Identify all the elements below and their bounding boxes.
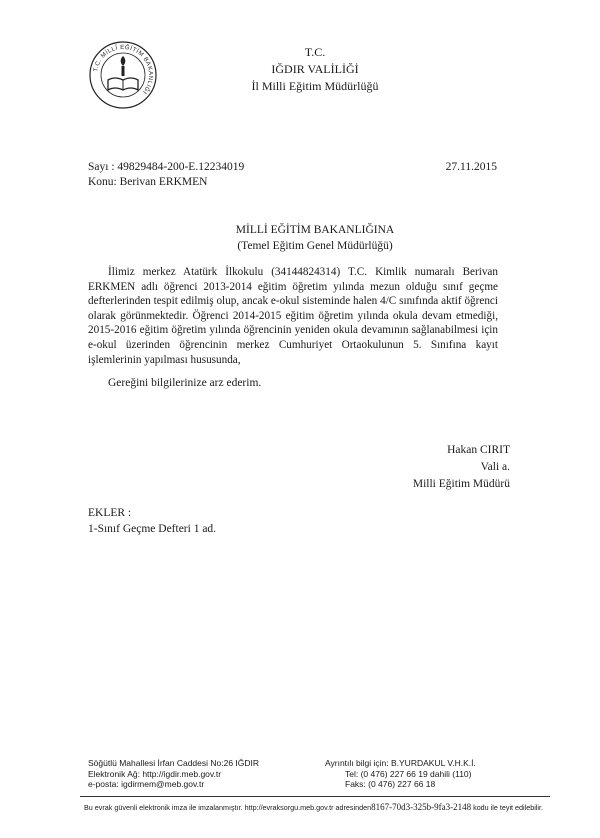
attachments-label: EKLER : xyxy=(88,507,132,519)
footer-email: e-posta: igdirmem@meb.gov.tr xyxy=(88,779,205,789)
verification-code: 8167-70d3-325b-9fa3-2148 xyxy=(371,802,472,812)
footer-contact-person: Ayrıntılı bilgi için: B.YURDAKUL V.H.K.İ. xyxy=(325,758,476,768)
footer-website: Elektronik Ağ: http://igdir.meb.gov.tr xyxy=(88,768,222,779)
e-signature-suffix: kodu ile teyit edilebilir. xyxy=(473,803,544,812)
addressee-department: (Temel Eğitim Genel Müdürlüğü) xyxy=(237,240,393,252)
reference-number: Sayı : 49829484-200-E.12234019 xyxy=(88,161,245,173)
closing-line: Gereğini bilgilerinize arz ederim. xyxy=(108,377,262,389)
footer-address xyxy=(88,758,259,790)
document-date: 27.11.2015 xyxy=(445,161,497,173)
attachments xyxy=(88,505,216,537)
letter-body xyxy=(88,265,498,367)
letterhead xyxy=(200,44,430,95)
signatory-name: Hakan CIRIT xyxy=(447,444,510,456)
signatory-title-1: Vali a. xyxy=(480,461,510,473)
attachment-item: 1-Sınıf Geçme Defteri 1 ad. xyxy=(88,523,217,535)
seal-ring-text: T.C. MİLLÎ EĞİTİM BAKANLIĞI xyxy=(93,44,154,95)
footer-street: Söğütlü Mahallesi İrfan Caddesi No:26 IĞDIR xyxy=(88,758,260,768)
footer-phone: Tel: (0 476) 227 66 19 dahili (110) xyxy=(345,768,472,779)
footer-divider xyxy=(80,796,550,797)
header-directorate: İl Milli Eğitim Müdürlüğü xyxy=(251,79,379,93)
footer-contact xyxy=(325,758,476,790)
subject-line: Konu: Berivan ERKMEN xyxy=(88,176,208,188)
addressee-ministry: MİLLİ EĞİTİM BAKANLIĞINA xyxy=(235,224,395,236)
footer-fax: Faks: (0 476) 227 66 18 xyxy=(345,779,436,789)
addressee xyxy=(200,222,430,254)
e-signature-note xyxy=(84,802,584,812)
header-governorship: IĞDIR VALİLİĞİ xyxy=(271,62,359,76)
e-signature-prefix: Bu evrak güvenli elektronik imza ile imzalanmıştır. http://evraksorgu.meb.gov.tr adresinden xyxy=(84,803,372,812)
signature-block xyxy=(380,442,510,493)
header-tc: T.C. xyxy=(304,45,326,59)
body-paragraph: İlimiz merkez Atatürk İlkokulu (34144824314) T.C. Kimlik numaralı Berivan ERKMEN adlı öğrenci 2013-2014 eğitim öğretim yılında mezun olduğu sınıf geçme defterlerinden tespit edilmiş olup, ancak e-okul sisteminde halen 4/C sınıfında aktif öğrenci olarak görünmektedir. Öğrenci 2014-2015 eğitim öğretim yılında okula devam etmediği, 2015-2016 eğitim öğretim yılında öğrencinin yeniden okula devamının sağlanabilmesi için e-okul üzerinden öğrencinin merkez Cumhuriyet Ortaokulunun 5. Sınıfına kayıt işlemlerinin yapılması hususunda, xyxy=(88,266,498,366)
signatory-title-2: Milli Eğitim Müdürü xyxy=(412,478,510,490)
meb-seal-icon xyxy=(88,40,158,110)
